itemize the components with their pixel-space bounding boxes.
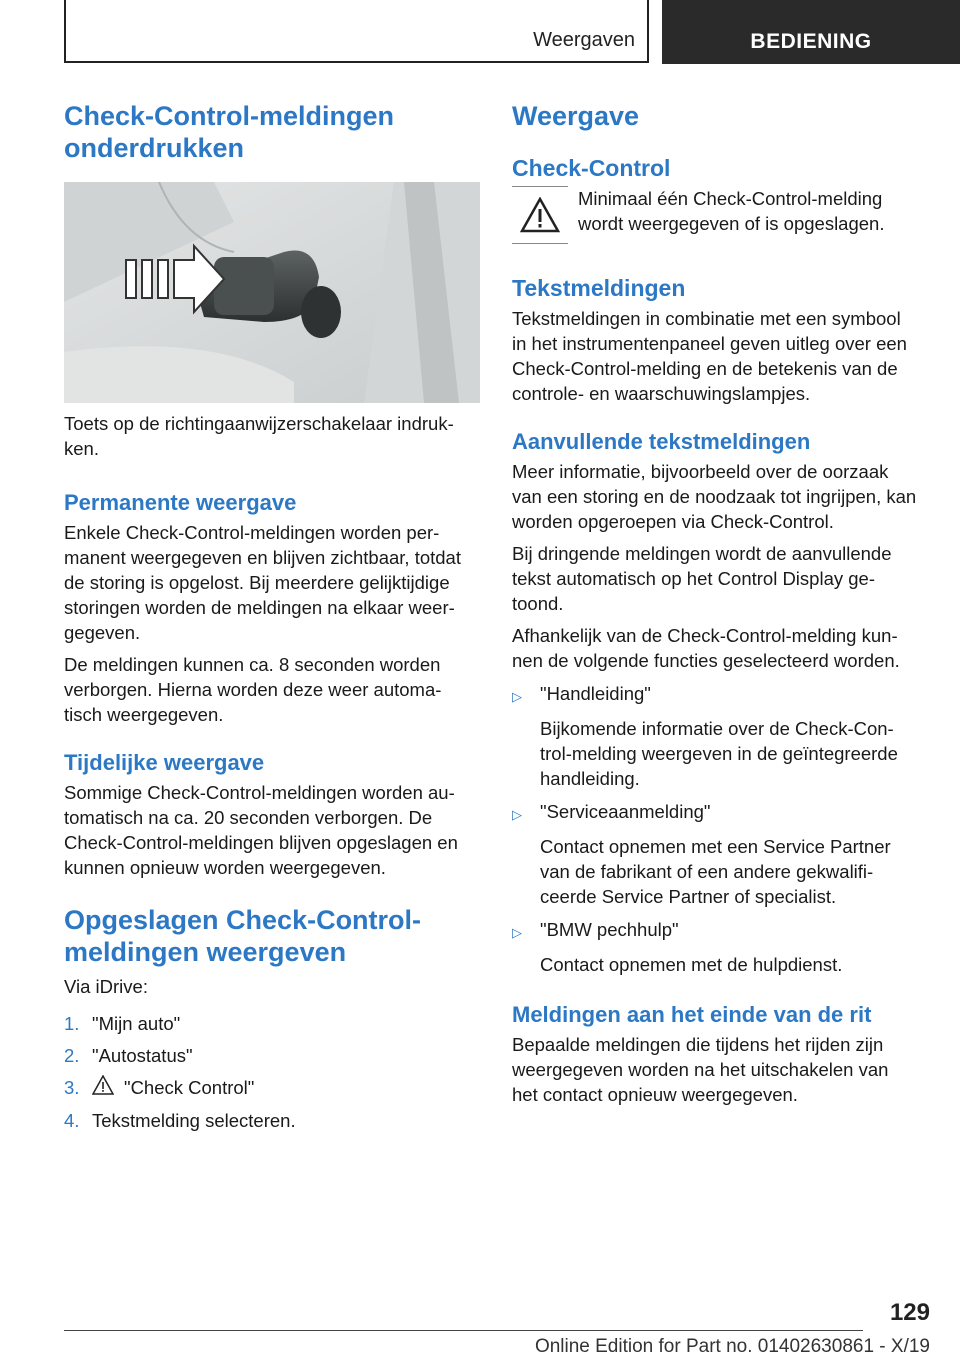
step-number: 2. [64,1045,80,1066]
heading-permanent-display: Permanente weergave [64,490,297,515]
body-line: het contact opnieuw weergegeven. [512,1084,798,1105]
body-line: ceerde Service Partner of specialist. [540,886,837,907]
body-line: controle- en waarschuwingslampjes. [512,383,811,404]
heading-text-messages: Tekstmeldingen [512,275,686,301]
step-text: "Mijn auto" [92,1013,181,1034]
body-line: kunnen opnieuw worden weergegeven. [64,857,386,878]
bullet-label: "BMW pechhulp" [540,919,679,940]
right-column [512,100,930,1107]
step-item [64,1075,482,1101]
body-line: Tekstmeldingen in combinatie met een symbool [512,308,901,329]
body-line: worden opgeroepen via Check-Control. [512,511,834,532]
photo-caption-line: Toets op de richtingaanwijzerschakelaar indruk- [64,413,454,434]
body-line: Contact opnemen met de hulpdienst. [540,954,843,975]
step-item [64,1011,482,1036]
bullet-triangle-icon: ▷ [512,689,522,704]
body-line: tisch weergegeven. [64,704,224,725]
body-line: tekst automatisch op het Control Display ge- [512,568,875,589]
step-text: Tekstmelding selecteren. [92,1110,296,1131]
heading-temporary-display: Tijdelijke weergave [64,750,265,775]
footer-divider [64,1330,863,1331]
body-line: gegeven. [64,622,141,643]
bullet-triangle-icon: ▷ [512,925,522,940]
check-control-row [512,186,930,244]
body-line: nen de volgende functies geselecteerd worden. [512,650,900,671]
bullet-label: "Handleiding" [540,683,651,704]
body-line: de storing is opgelost. Bij meerdere gelijktijdige [64,572,450,593]
section-title-suppress [64,100,482,164]
body-line: Minimaal één Check-Control-melding [578,188,883,209]
bullet-item [512,799,930,909]
function-bullet-list [512,681,930,977]
heading-line: meldingen weergeven [64,937,347,967]
body-line: Bijkomende informatie over de Check-Con- [540,718,894,739]
bullet-item [512,681,930,791]
step-number: 1. [64,1013,80,1034]
step-text: "Check Control" [124,1077,255,1098]
footer-edition-text: Online Edition for Part no. 01402630861 - X/19 [534,1336,930,1357]
body-line: handleiding. [540,768,640,789]
body-line: tomatisch na ca. 20 seconden verborgen. De [64,807,433,828]
heading-display: Weergave [512,101,640,131]
heading-line: Opgeslagen Check-Control- [64,905,422,935]
body-line: Bepaalde meldingen die tijdens het rijden zijn [512,1034,884,1055]
step-item [64,1043,482,1068]
body-line: storingen worden de meldingen na elkaar weer- [64,597,455,618]
body-line: wordt weergegeven of is opgeslagen. [578,213,885,234]
title-line-1: Check-Control-meldingen [64,101,395,131]
step-item [64,1108,482,1133]
step-number: 3. [64,1077,80,1098]
body-line: van een storing en de noodzaak tot ingrijpen, kan [512,486,917,507]
page-number: 129 [889,1299,930,1326]
lever-illustration [64,182,480,403]
header-chapter-tab: BEDIENING [662,0,960,64]
left-column [64,100,482,1140]
body-line: weergegeven worden na het uitschakelen van [512,1059,889,1080]
header-section-title: Weergaven [533,29,635,51]
body-line: in het instrumentenpaneel geven uitleg over een [512,333,907,354]
body-line: manent weergegeven en blijven zichtbaar, totdat [64,547,461,568]
body-line: Meer informatie, bijvoorbeeld over de oorzaak [512,461,889,482]
body-line: verborgen. Hierna worden deze weer automa- [64,679,442,700]
warning-triangle-icon [92,1075,118,1101]
body-line: Afhankelijk van de Check-Control-melding kun- [512,625,898,646]
body-line: Enkele Check-Control-meldingen worden per- [64,522,440,543]
turn-signal-lever-photo [64,182,480,403]
body-line: van de fabrikant of een andere gekwalifi- [540,861,874,882]
heading-additional-text-messages: Aanvullende tekstmeldingen [512,429,811,454]
body-line: Contact opnemen met een Service Partner [540,836,891,857]
body-line: trol-melding weergeven in de geïntegreerde [540,743,898,764]
via-idrive-label: Via iDrive: [64,976,148,997]
heading-messages-end-of-trip: Meldingen aan het einde van de rit [512,1002,872,1027]
step-text: "Autostatus" [92,1045,193,1066]
body-line: Check-Control-melding en de betekenis van de [512,358,898,379]
body-line: De meldingen kunnen ca. 8 seconden worden [64,654,441,675]
heading-show-stored-messages [64,904,482,968]
step-list [64,1011,482,1133]
title-line-2: onderdrukken [64,133,245,163]
body-line: Bij dringende meldingen wordt de aanvullende [512,543,892,564]
bullet-triangle-icon: ▷ [512,807,522,822]
body-line: Check-Control-meldingen blijven opgeslagen en [64,832,458,853]
bullet-item [512,917,930,977]
body-line: Sommige Check-Control-meldingen worden au- [64,782,455,803]
heading-check-control: Check-Control [512,155,671,181]
bullet-label: "Serviceaanmelding" [540,801,711,822]
warning-triangle-icon [512,186,568,244]
step-number: 4. [64,1110,80,1131]
body-line: toond. [512,593,564,614]
photo-caption-line: ken. [64,438,99,459]
